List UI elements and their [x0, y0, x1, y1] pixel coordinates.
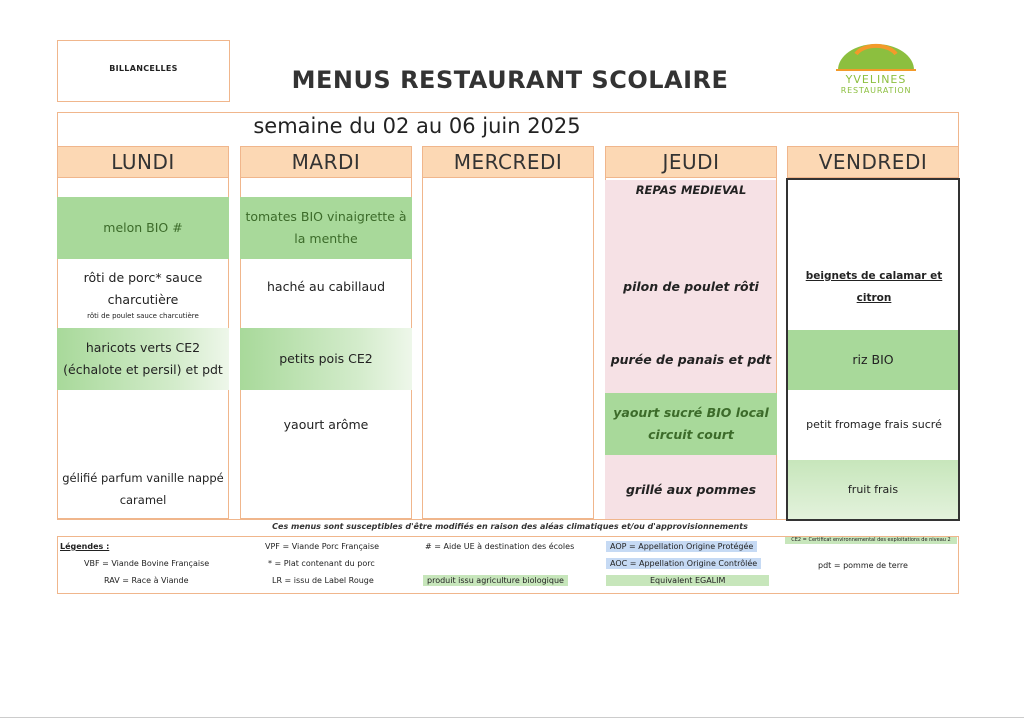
- legend-vpf: VPF = Viande Porc Française: [265, 542, 380, 551]
- logo-line-2: RESTAURATION: [840, 86, 912, 95]
- logo-text: [826, 74, 926, 96]
- legend-pdt: pdt = pomme de terre: [818, 561, 908, 570]
- lundi-main: [57, 262, 229, 326]
- jeudi-side-text: purée de panais et pdt: [610, 352, 772, 367]
- vendredi-side-text: riz BIO: [852, 352, 894, 367]
- vendredi-dairy-text: petit fromage frais sucré: [806, 418, 942, 431]
- legend-heading: Légendes :: [60, 542, 110, 551]
- lundi-side: [57, 328, 229, 390]
- day-header-mardi: MARDI: [240, 146, 412, 178]
- mardi-dairy: [240, 396, 412, 454]
- lundi-side-text: haricots verts CE2 (échalote et persil) et pdt: [63, 340, 223, 377]
- disclaimer-text: Ces menus sont susceptibles d'être modifiés en raison des aléas climatiques et/ou d'approvisionnements: [272, 522, 748, 531]
- legend-rav: RAV = Race à Viande: [104, 576, 189, 585]
- jeudi-theme-text: REPAS MEDIEVAL: [635, 183, 747, 197]
- vendredi-side: [788, 330, 958, 390]
- mardi-main-text: haché au cabillaud: [267, 279, 385, 294]
- column-mercredi: [422, 146, 594, 519]
- lundi-dessert-text: gélifié parfum vanille nappé caramel: [62, 471, 224, 507]
- vendredi-main: [788, 262, 960, 312]
- legend-porc: * = Plat contenant du porc: [268, 559, 375, 568]
- week-title: semaine du 02 au 06 juin 2025: [253, 114, 581, 138]
- page-bottom-divider: [0, 717, 1024, 718]
- day-header-mercredi: MERCREDI: [422, 146, 594, 178]
- lundi-starter-text: melon BIO #: [103, 220, 183, 235]
- mardi-starter: [240, 197, 412, 259]
- legend-vbf: VBF = Viande Bovine Française: [84, 559, 210, 568]
- legend-aop: AOP = Appellation Origine Protégée: [606, 541, 757, 552]
- day-header-lundi: LUNDI: [57, 146, 229, 178]
- mardi-dairy-text: yaourt arôme: [283, 417, 369, 432]
- lundi-starter: [57, 197, 229, 259]
- legend-ce2: CE2 = Certificat environnemental des exploitations de niveau 2: [785, 537, 957, 544]
- legend-egalim: Equivalent EGALIM: [606, 575, 769, 586]
- legend-hash: # = Aide UE à destination des écoles: [425, 542, 575, 551]
- vendredi-dessert: [788, 460, 958, 519]
- lundi-main-note: rôti de poulet sauce charcutière: [87, 312, 199, 320]
- school-name-box: [57, 40, 230, 102]
- jeudi-dessert: [605, 462, 777, 518]
- vendredi-main-text: beignets de calamar et citron: [805, 270, 943, 304]
- jeudi-side: [605, 330, 777, 390]
- day-header-vendredi: VENDREDI: [787, 146, 959, 178]
- jeudi-main-text: pilon de poulet rôti: [623, 279, 759, 294]
- vendredi-dessert-text: fruit frais: [847, 482, 899, 496]
- mardi-starter-text: tomates BIO vinaigrette à la menthe: [245, 209, 407, 246]
- mardi-main: [240, 262, 412, 312]
- jeudi-dairy-text: yaourt sucré BIO local circuit court: [613, 405, 769, 442]
- lundi-dessert: [57, 460, 229, 518]
- legend-lr: LR = issu de Label Rouge: [272, 576, 374, 585]
- vendredi-dairy: [788, 396, 960, 454]
- jeudi-theme: [605, 180, 777, 200]
- lundi-main-text: rôti de porc* sauce charcutière: [83, 270, 203, 307]
- jeudi-dairy: [605, 393, 777, 455]
- mardi-side: [240, 328, 412, 390]
- jeudi-main: [605, 262, 777, 312]
- jeudi-dessert-text: grillé aux pommes: [625, 482, 757, 497]
- mardi-side-text: petits pois CE2: [279, 351, 373, 366]
- logo-line-1: YVELINES: [845, 73, 907, 86]
- legend-aoc: AOC = Appellation Origine Contrôlée: [606, 558, 761, 569]
- page-title: MENUS RESTAURANT SCOLAIRE: [291, 66, 729, 94]
- day-header-jeudi: JEUDI: [605, 146, 777, 178]
- legend-bio: produit issu agriculture biologique: [423, 575, 568, 586]
- school-name: BILLANCELLES: [109, 63, 178, 73]
